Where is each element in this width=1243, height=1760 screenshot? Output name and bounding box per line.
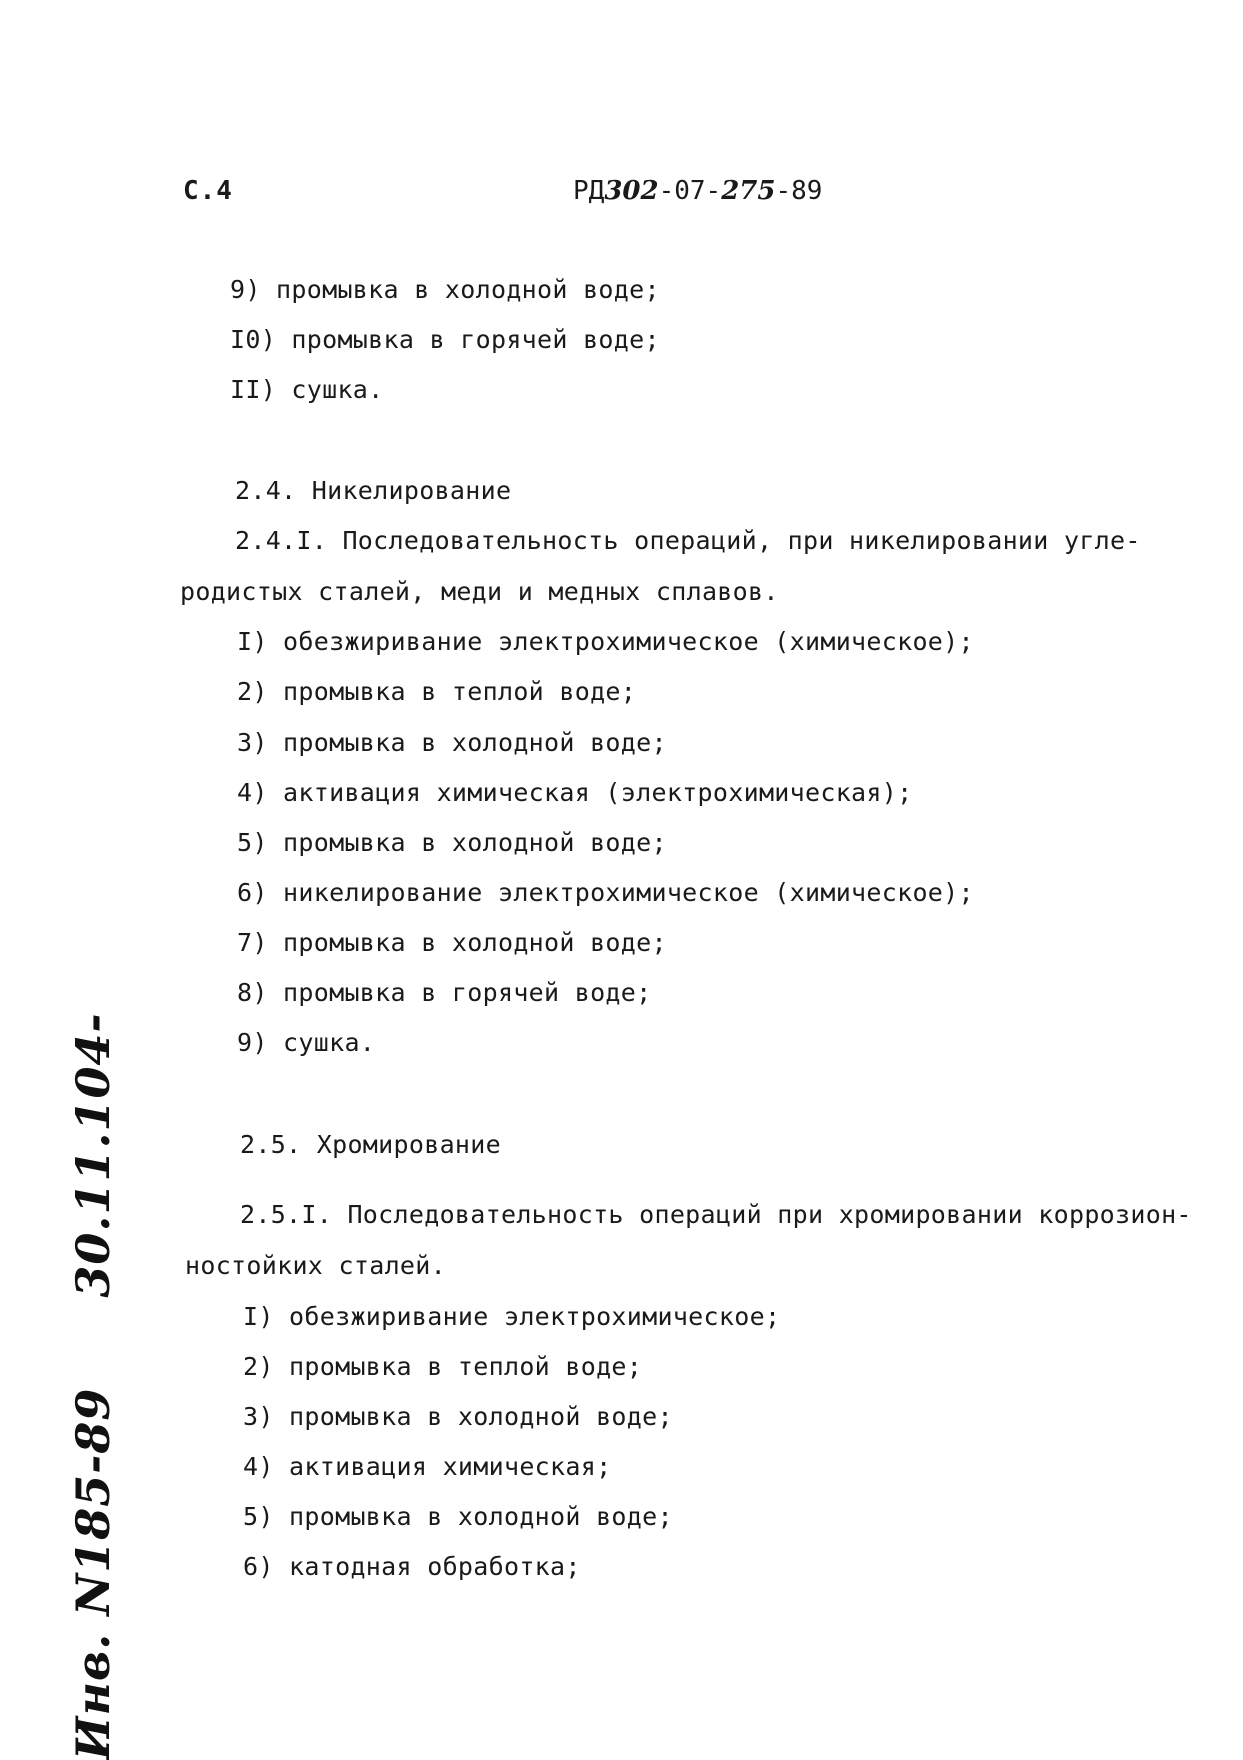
doc-code-suffix: -89 [775,176,823,206]
section-intro-2-5-line2: ностойких сталей. [185,1251,446,1280]
list-item: 4) активация химическая (электрохимическая); [237,778,913,807]
list-item: 6) никелирование электрохимическое (химическое); [237,878,974,907]
doc-code-handwritten-b: 275 [721,176,776,206]
section-intro-2-5-line1: 2.5.I. Последовательность операций при хромировании коррозион- [240,1200,1192,1229]
list-item: 2) промывка в теплой воде; [237,677,637,706]
doc-code-prefix: РД [573,176,605,206]
list-item: 3) промывка в холодной воде; [243,1402,673,1431]
list-item: 9) сушка. [237,1028,376,1057]
doc-code-handwritten-a: 302 [604,176,659,206]
section-title-2-4: 2.4. Никелирование [235,476,512,505]
list-item: 5) промывка в холодной воде; [237,828,667,857]
inventory-number: Инв. N185-89 [66,1387,120,1760]
list-item: 6) катодная обработка; [243,1552,581,1581]
page-number: С.4 [183,176,233,206]
list-item: 5) промывка в холодной воде; [243,1502,673,1531]
document-code [573,176,822,206]
section-title-2-5: 2.5. Хромирование [240,1130,501,1159]
list-item: I0) промывка в горячей воде; [230,325,660,354]
list-item: 9) промывка в холодной воде; [230,275,660,304]
section-intro-2-4-line1: 2.4.I. Последовательность операций, при никелировании угле- [235,526,1141,555]
section-intro-2-4-line2: родистых сталей, меди и медных сплавов. [180,577,779,606]
list-item: 4) активация химическая; [243,1452,612,1481]
inventory-stamp [66,1012,120,1760]
list-item: 3) промывка в холодной воде; [237,728,667,757]
doc-code-separator: -07- [658,176,722,206]
inventory-date: 30.11.104- [66,1012,120,1298]
list-item: 2) промывка в теплой воде; [243,1352,643,1381]
list-item: 7) промывка в холодной воде; [237,928,667,957]
list-item: 8) промывка в горячей воде; [237,978,652,1007]
list-item: I) обезжиривание электрохимическое; [243,1302,781,1331]
list-item: II) сушка. [230,375,384,404]
list-item: I) обезжиривание электрохимическое (химическое); [237,627,974,656]
